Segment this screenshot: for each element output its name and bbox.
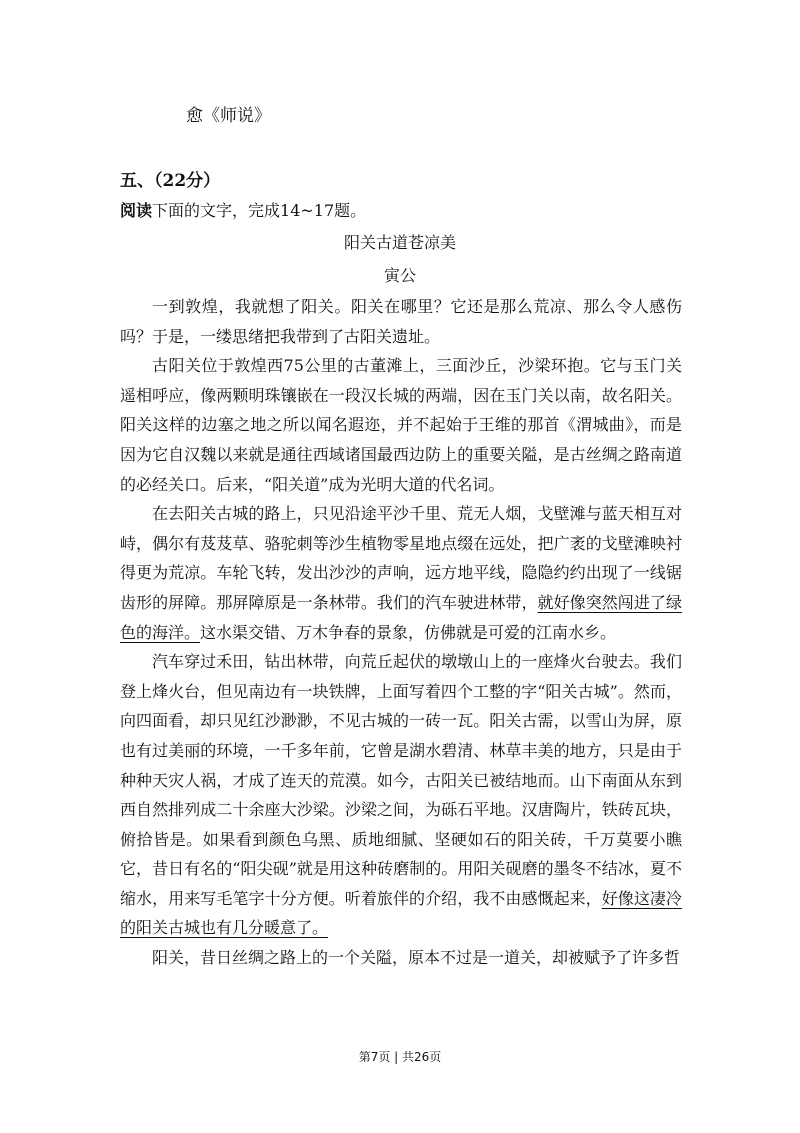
paragraph-text: 古阳关位于敦煌西75公里的古董滩上，三面沙丘，沙梁环抱。它与玉门关遥相呼应，像两颗明珠镶嵌在一段汉长城的两端，因在玉门关以南，故名阳关。阳关这样的边塞之地之所以闻名遐迩，并不起始于王维的那首《渭城曲》，而是因为它自汉魏以来就是通往西域诸国最西边防上的重要关隘，是古丝绸之路南道的必经关口。后来，“阳关道”成为光明大道的代名词。 [120,356,682,494]
article-body [120,292,682,973]
paragraph-text: 一到敦煌，我就想了阳关。阳关在哪里？它还是那么荒凉、那么令人感伤吗？于是，一缕思绪把我带到了古阳关遗址。 [120,297,682,346]
article-paragraph [120,351,682,499]
paragraph-text: 阳关，昔日丝绸之路上的一个关隘，原本不过是一道关，却被赋予了许多哲 [152,948,681,968]
paragraph-text: 在去阳关古城的路上，只见沿途平沙千里、荒无人烟，戈壁滩与蓝天相互对峙，偶尔有芨芨草、骆驼刺等沙生植物零星地点缀在远处，把广袤的戈壁滩映衬得更为荒凉。车轮飞转，发出沙沙的声响，远方地平线，隐隐约约出现了一线锯齿形的屏障。那屏障原是一条林带。我们的汽车驶进林带， [120,504,682,612]
section-instruction [120,198,366,221]
article-paragraph [120,647,682,943]
article-title: 阳关古道苍凉美 [343,233,456,252]
instruction-bold: 阅读 [120,201,153,220]
paragraph-text: 汽车穿过禾田，钻出林带，向荒丘起伏的墩墩山上的一座烽火台驶去。我们登上烽火台，但见南边有一块铁牌，上面写着四个工整的字“阳关古城”。然而，向四面看，却只见红沙渺渺，不见古城的一砖一瓦。阳关古需，以雪山为屏，原也有过美丽的环境，一千多年前，它曾是湖水碧清、林草丰美的地方，只是由于种种天灾人祸，才成了连天的荒漠。如今，古阳关已被结地而。山下南面从东到西自然排列成二十余座大沙梁。沙梁之间，为砾石平地。汉唐陶片，铁砖瓦块，俯拾皆是。如果看到颜色乌黑、质地细腻、坚硬如石的阳关砖，千万莫要小瞧它，昔日有名的“阳尖砚”就是用这种砖磨制的。用阳关砚磨的墨冬不结冰，夏不缩水，用来写毛笔字十分方便。听着旅伴的介绍，我不由感慨起来， [120,652,682,908]
article-author: 寅公 [383,266,416,285]
underlined-sentence: 就好像突然闯进了绿色的海洋。 [120,592,682,642]
article-paragraph [120,292,682,351]
citation-line: 愈《师说》 [186,106,271,126]
paragraph-text: 这水渠交错、万木争春的景象，仿佛就是可爱的江南水乡。 [200,622,617,642]
page-footer: 第7页 | 共26页 [358,1050,442,1064]
article-paragraph [120,499,682,647]
article-paragraph [120,943,682,973]
underlined-sentence: 好像这凄冷的阳关古城也有几分暖意了。 [120,888,682,938]
section-heading: 五、（22分） [120,171,221,191]
instruction-text: 下面的文字，完成14~17题。 [152,201,367,220]
